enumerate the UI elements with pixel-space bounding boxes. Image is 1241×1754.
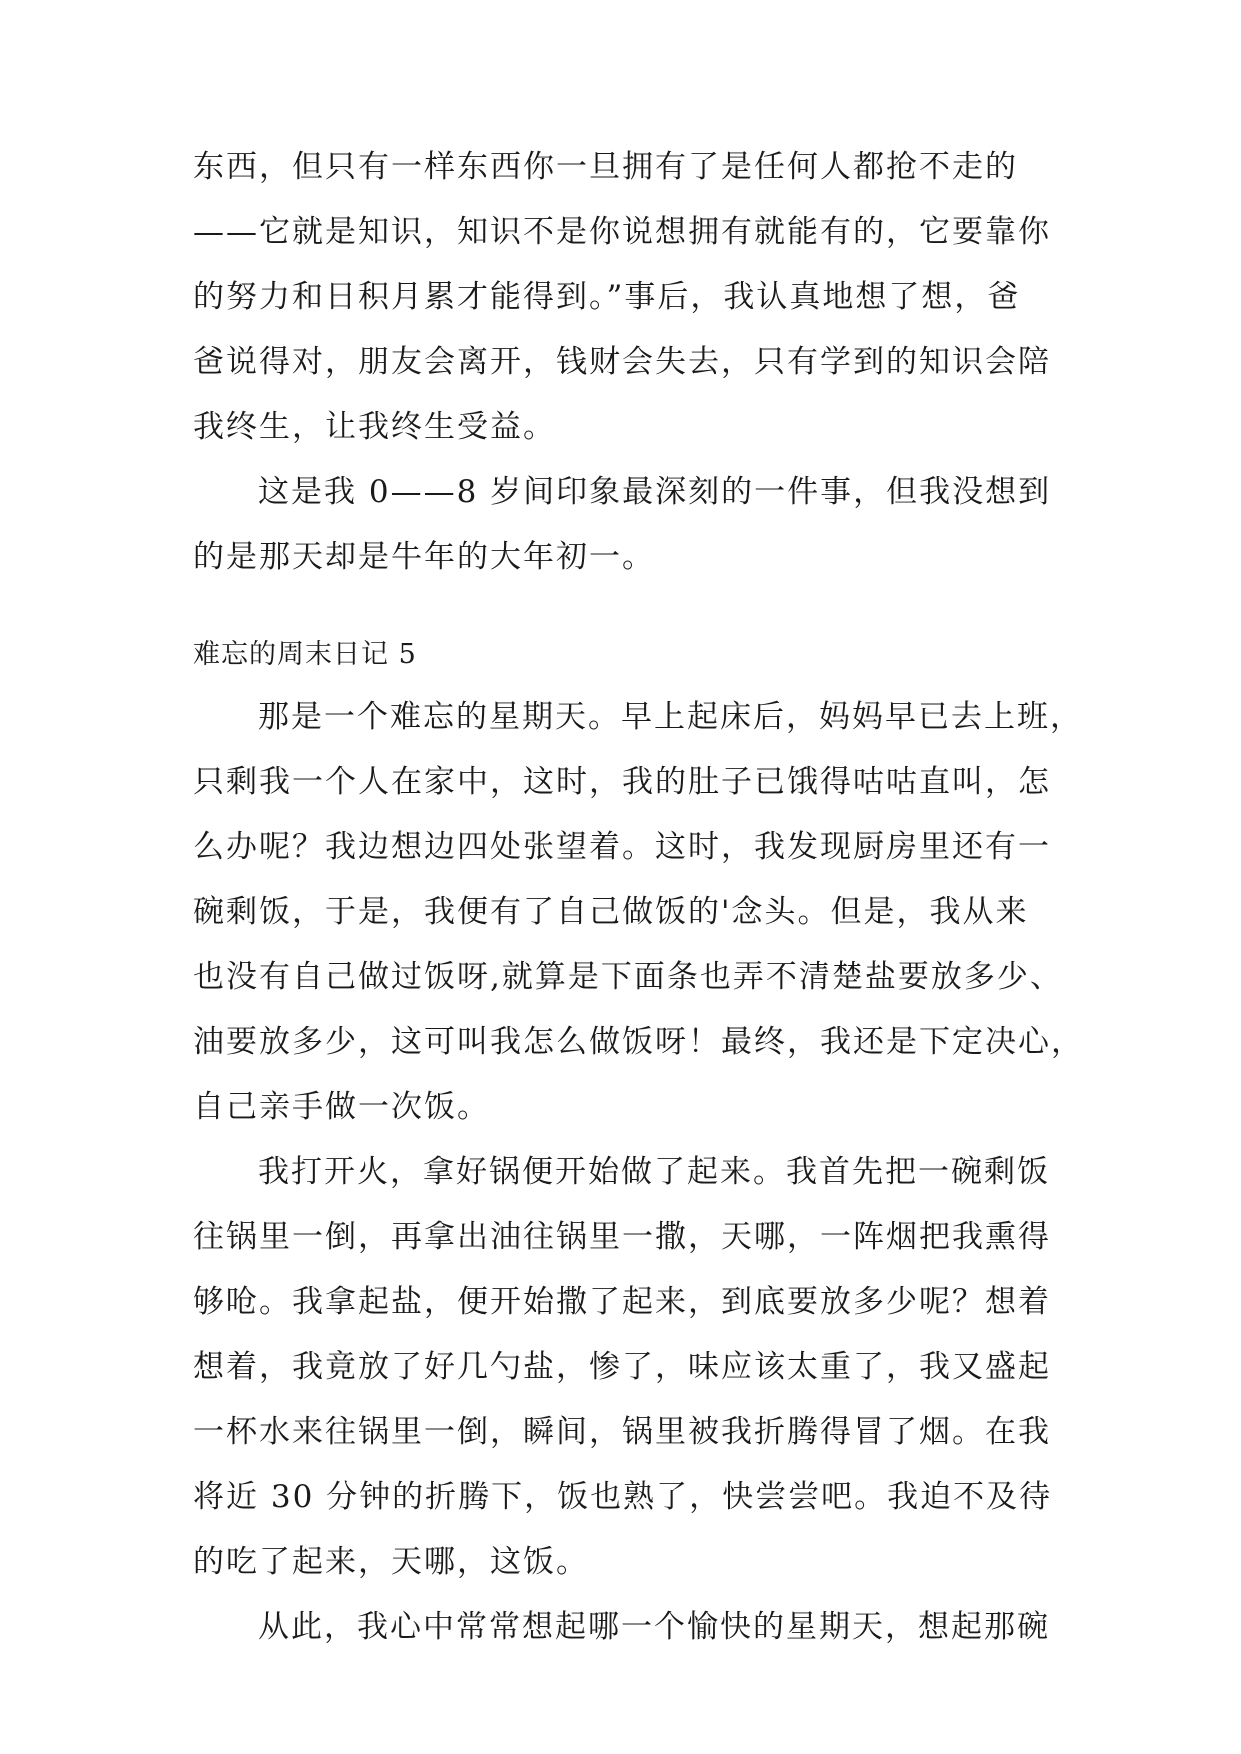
text-line: 东西，但只有一样东西你一旦拥有了是任何人都抢不走的 xyxy=(193,149,1018,185)
text-line: 自己亲手做一次饭。 xyxy=(193,1089,490,1125)
text-line: 够呛。我拿起盐，便开始撒了起来，到底要放多少呢？想着 xyxy=(193,1284,1051,1320)
text-line: 只剩我一个人在家中，这时，我的肚子已饿得咕咕直叫，怎 xyxy=(193,764,1051,800)
text-line: 将近 30 分钟的折腾下，饭也熟了，快尝尝吧。我迫不及待 xyxy=(193,1479,1053,1515)
text-line: 的是那天却是牛年的大年初一。 xyxy=(193,539,655,575)
text-line: 的努力和日积月累才能得到。”事后，我认真地想了想，爸 xyxy=(193,279,1021,315)
text-line: 我打开火，拿好锅便开始做了起来。我首先把一碗剩饭 xyxy=(258,1154,1050,1190)
text-line: 碗剩饭，于是，我便有了自己做饭的'念头。但是，我从来 xyxy=(193,894,1029,930)
text-line: 想着，我竟放了好几勺盐，惨了，味应该太重了，我又盛起 xyxy=(193,1349,1051,1385)
text-line: 往锅里一倒，再拿出油往锅里一撒，天哪，一阵烟把我熏得 xyxy=(193,1219,1051,1255)
text-line: 么办呢？我边想边四处张望着。这时，我发现厨房里还有一 xyxy=(193,829,1051,865)
text-line: 一杯水来往锅里一倒，瞬间，锅里被我折腾得冒了烟。在我 xyxy=(193,1414,1051,1450)
text-line: 的吃了起来，天哪，这饭。 xyxy=(193,1544,589,1580)
text-line: 也没有自己做过饭呀,就算是下面条也弄不清楚盐要放多少、 xyxy=(193,959,1063,995)
section-heading: 难忘的周末日记 5 xyxy=(193,639,417,670)
text-line: ——它就是知识，知识不是你说想拥有就能有的，它要靠你 xyxy=(193,214,1051,250)
text-line: 从此，我心中常常想起哪一个愉快的星期天，想起那碗 xyxy=(258,1609,1050,1645)
text-line: 那是一个难忘的星期天。早上起床后，妈妈早已去上班， xyxy=(258,699,1083,735)
text-line: 爸说得对，朋友会离开，钱财会失去，只有学到的知识会陪 xyxy=(193,344,1051,380)
text-line: 油要放多少，这可叫我怎么做饭呀！最终，我还是下定决心， xyxy=(193,1024,1084,1060)
text-line: 这是我 0——8 岁间印象最深刻的一件事，但我没想到 xyxy=(258,474,1052,510)
text-line: 我终生，让我终生受益。 xyxy=(193,409,556,445)
